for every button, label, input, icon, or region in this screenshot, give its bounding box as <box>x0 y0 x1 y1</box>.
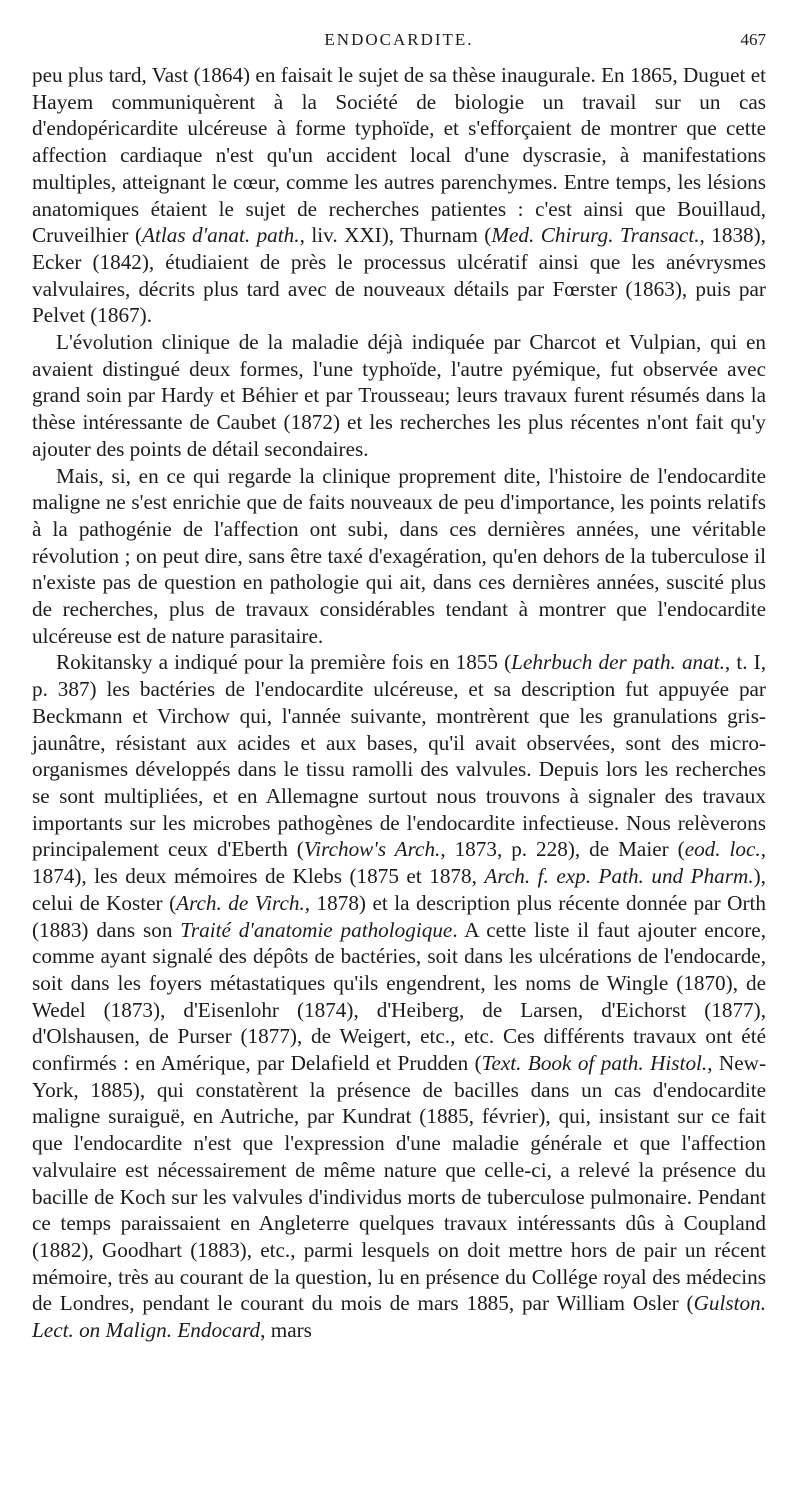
text-run: ), celui de Koster ( <box>32 864 766 915</box>
text-run: , mars <box>260 1318 312 1343</box>
citation-title: eod. loc. <box>684 837 761 862</box>
text-run: , t. I, p. 387) les bactéries de l'endocardite ulcéreuse, et sa description fut appuyée par Beckmann et Virchow qui, l'année suivante, montrèrent que les granulations gris-jaunâtre, résistant aux acides et aux bases, qu'il avait observées, sont des micro-organismes développés dans le tissu ramolli des valvules. Depuis lors les recherches se sont multipliées, et en Allemagne surtout nous trouvons à signaler des travaux importants sur les microbes pathogènes de l'endocardite infectieuse. Nous relèverons principalement ceux d'Eberth ( <box>32 650 766 862</box>
text-run: , 1838), Ecker (1842), étudiaient de près le processus ulcératif ainsi que les anévrysmes valvulaires, décrits plus tard avec de nouveaux détails par Fœrster (1863), puis par Pelvet (1867). <box>32 223 767 328</box>
text-run: , 1874), les deux mémoires de Klebs (1875 et 1878, <box>32 837 767 889</box>
text-run: . A cette liste il faut ajouter encore, comme ayant signalé des dépôts de bactéries, soit dans les ulcérations de l'endocarde, soit dans les foyers métastatiques qu'ils engendrent, les noms de Wingle (1870), de Wedel (1873), d'Eisenlohr (1874), d'Heiberg, de Larsen, d'Eichorst (1877), d'Olshausen, de Purser (1877), de Weigert, etc., etc. Ces différents travaux ont été confirmés : en Amérique, par Delafield et Prudden ( <box>32 917 767 1076</box>
citation-title: Med. Chirurg. Transact. <box>491 223 700 248</box>
text-run: L'évolution clinique de la maladie déjà indiquée par Charcot et Vulpian, qui en avaient distingué deux formes, l'une typhoïde, l'autre pyémique, fut observée avec grand soin par Hardy et Béhier et par Trousseau; leurs travaux furent résumés dans la thèse intéressante de Caubet (1872) et les recherches les plus récentes n'ont fait qu'y ajouter des points de détail secondaires. <box>32 330 766 461</box>
book-page <box>32 30 766 1344</box>
text-run: Rokitansky a indiqué pour la première fois en 1855 ( <box>56 650 512 675</box>
citation-title: Gulston. Lect. on Malign. Endocard <box>32 1291 766 1343</box>
citation-title: Lehrbuch der path. anat. <box>511 650 725 675</box>
citation-title: Traité d'anatomie pathologique <box>180 917 453 942</box>
paragraph <box>32 463 766 650</box>
text-run: Mais, si, en ce qui regarde la clinique proprement dite, l'histoire de l'endocardite maligne ne s'est enrichie que de faits nouveaux de peu d'importance, les points relatifs à la pathogénie de l'affection ont subi, dans ces dernières années, une véritable révolution ; on peut dire, sans être taxé d'exagération, qu'en dehors de la tuberculose il n'existe pas de question en pathologie qui ait, dans ces dernières années, suscité plus de recherches, plus de travaux considérables tendant à montrer que l'endocardite ulcéreuse est de nature parasitaire. <box>32 463 766 648</box>
citation-title: Arch. f. exp. Path. und Pharm. <box>484 864 754 889</box>
text-run: , New-York, 1885), qui constatèrent la présence de bacilles dans un cas d'endocardite maligne suraiguë, en Autriche, par Kundrat (1885, février), qui, insistant sur ce fait que l'endocardite n'est que l'expression d'une maladie générale et que l'affection valvulaire est nécessairement de même nature que celle-ci, a relevé la présence du bacille de Koch sur les valvules d'individus morts de tuberculose pulmonaire. Pendant ce temps paraissaient en Angleterre quelques travaux intéressants dûs à Coupland (1882), Goodhart (1883), etc., parmi lesquels on doit mettre hors de pair un récent mémoire, très au courant de la question, lu en présence du Collége royal des médecins de Londres, pendant le courant du mois de mars 1885, par William Osler ( <box>32 1051 766 1316</box>
page-number: 467 <box>740 30 766 49</box>
running-title: ENDOCARDITE. <box>324 30 474 49</box>
body-text <box>32 62 766 1344</box>
citation-title: Atlas d'anat. path. <box>142 223 300 248</box>
text-run: , 1878) et la description plus récente donnée par Orth (1883) dans son <box>32 890 767 942</box>
text-run: , 1873, p. 228), de Maier ( <box>440 837 685 862</box>
paragraph <box>32 329 766 463</box>
citation-title: Arch. de Virch. <box>176 890 305 915</box>
citation-title: Text. Book of path. Histol. <box>481 1051 708 1076</box>
running-head <box>32 30 766 62</box>
paragraph <box>32 649 766 1343</box>
text-run: peu plus tard, Vast (1864) en faisait le sujet de sa thèse inaugurale. En 1865, Duguet et Hayem communiquèrent à la Société de biologie un travail sur un cas d'endopéricardite ulcéreuse à forme typhoïde, et s'efforçaient de montrer que cette affection cardiaque n'est qu'un accident local d'une dyscrasie, à manifestations multiples, atteignant le cœur, comme les autres parenchymes. Entre temps, les lésions anatomiques étaient le sujet de recherches patientes : c'est ainsi que Bouillaud, Cruveilhier ( <box>32 63 766 248</box>
citation-title: Virchow's Arch. <box>303 837 441 862</box>
paragraph <box>32 62 766 329</box>
text-run: , liv. XXI), Thurnam ( <box>299 223 492 248</box>
